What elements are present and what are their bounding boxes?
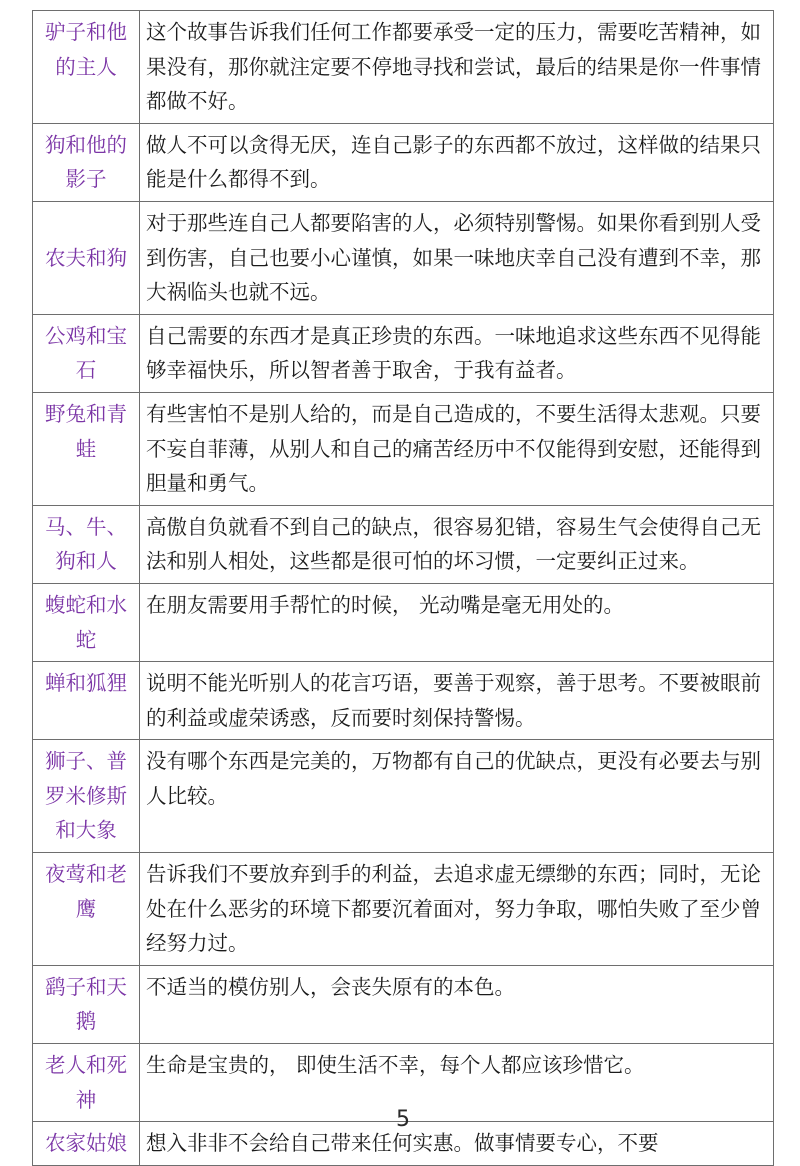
fable-title: 农夫和狗 bbox=[33, 201, 140, 314]
fable-title: 野兔和青蛙 bbox=[33, 392, 140, 505]
fable-title: 狮子、普罗米修斯和大象 bbox=[33, 740, 140, 853]
fable-lesson: 自己需要的东西才是真正珍贵的东西。一味地追求这些东西不见得能够幸福快乐，所以智者善于取舍，于我有益者。 bbox=[140, 314, 774, 392]
fable-lesson: 在朋友需要用手帮忙的时候， 光动嘴是毫无用处的。 bbox=[140, 583, 774, 661]
fable-lesson: 有些害怕不是别人给的，而是自己造成的，不要生活得太悲观。只要不妄自菲薄，从别人和自己的痛苦经历中不仅能得到安慰，还能得到胆量和勇气。 bbox=[140, 392, 774, 505]
table-row bbox=[33, 662, 774, 740]
fable-lesson: 生命是宝贵的， 即使生活不幸，每个人都应该珍惜它。 bbox=[140, 1044, 774, 1122]
fable-lesson: 没有哪个东西是完美的，万物都有自己的优缺点，更没有必要去与别人比较。 bbox=[140, 740, 774, 853]
table-row bbox=[33, 583, 774, 661]
fable-title: 老人和死神 bbox=[33, 1044, 140, 1122]
fable-title: 驴子和他的主人 bbox=[33, 11, 140, 124]
fable-lesson: 这个故事告诉我们任何工作都要承受一定的压力，需要吃苦精神，如果没有，那你就注定要不停地寻找和尝试，最后的结果是你一件事情都做不好。 bbox=[140, 11, 774, 124]
fable-title: 蝉和狐狸 bbox=[33, 662, 140, 740]
fable-lesson: 做人不可以贪得无厌，连自己影子的东西都不放过，这样做的结果只能是什么都得不到。 bbox=[140, 123, 774, 201]
table-row bbox=[33, 740, 774, 853]
table-row bbox=[33, 123, 774, 201]
table-row bbox=[33, 201, 774, 314]
fable-lesson: 说明不能光听别人的花言巧语，要善于观察，善于思考。不要被眼前的利益或虚荣诱惑，反而要时刻保持警惕。 bbox=[140, 662, 774, 740]
fable-lessons-table bbox=[32, 10, 774, 1166]
table-row bbox=[33, 853, 774, 966]
fable-lesson: 对于那些连自己人都要陷害的人，必须特别警惕。如果你看到别人受到伤害，自己也要小心谨慎，如果一味地庆幸自己没有遭到不幸，那大祸临头也就不远。 bbox=[140, 201, 774, 314]
page-number: 5 bbox=[396, 1107, 410, 1132]
fable-title: 夜莺和老鹰 bbox=[33, 853, 140, 966]
fable-lesson: 告诉我们不要放弃到手的利益，去追求虚无缥缈的东西；同时，无论处在什么恶劣的环境下都要沉着面对，努力争取，哪怕失败了至少曾经努力过。 bbox=[140, 853, 774, 966]
table-row bbox=[33, 505, 774, 583]
fable-lesson: 高傲自负就看不到自己的缺点，很容易犯错，容易生气会使得自己无法和别人相处，这些都是很可怕的坏习惯，一定要纠正过来。 bbox=[140, 505, 774, 583]
fable-title: 农家姑娘 bbox=[33, 1122, 140, 1166]
fable-title: 公鸡和宝石 bbox=[33, 314, 140, 392]
table-row bbox=[33, 392, 774, 505]
table-row bbox=[33, 965, 774, 1043]
fable-title: 蝮蛇和水蛇 bbox=[33, 583, 140, 661]
table-row bbox=[33, 11, 774, 124]
fable-title: 马、牛、狗和人 bbox=[33, 505, 140, 583]
table-row bbox=[33, 314, 774, 392]
fable-lesson: 想入非非不会给自己带来任何实惠。做事情要专心，不要 bbox=[140, 1122, 774, 1166]
fable-title: 鹞子和天鹅 bbox=[33, 965, 140, 1043]
fable-title: 狗和他的影子 bbox=[33, 123, 140, 201]
fable-lesson: 不适当的模仿别人，会丧失原有的本色。 bbox=[140, 965, 774, 1043]
